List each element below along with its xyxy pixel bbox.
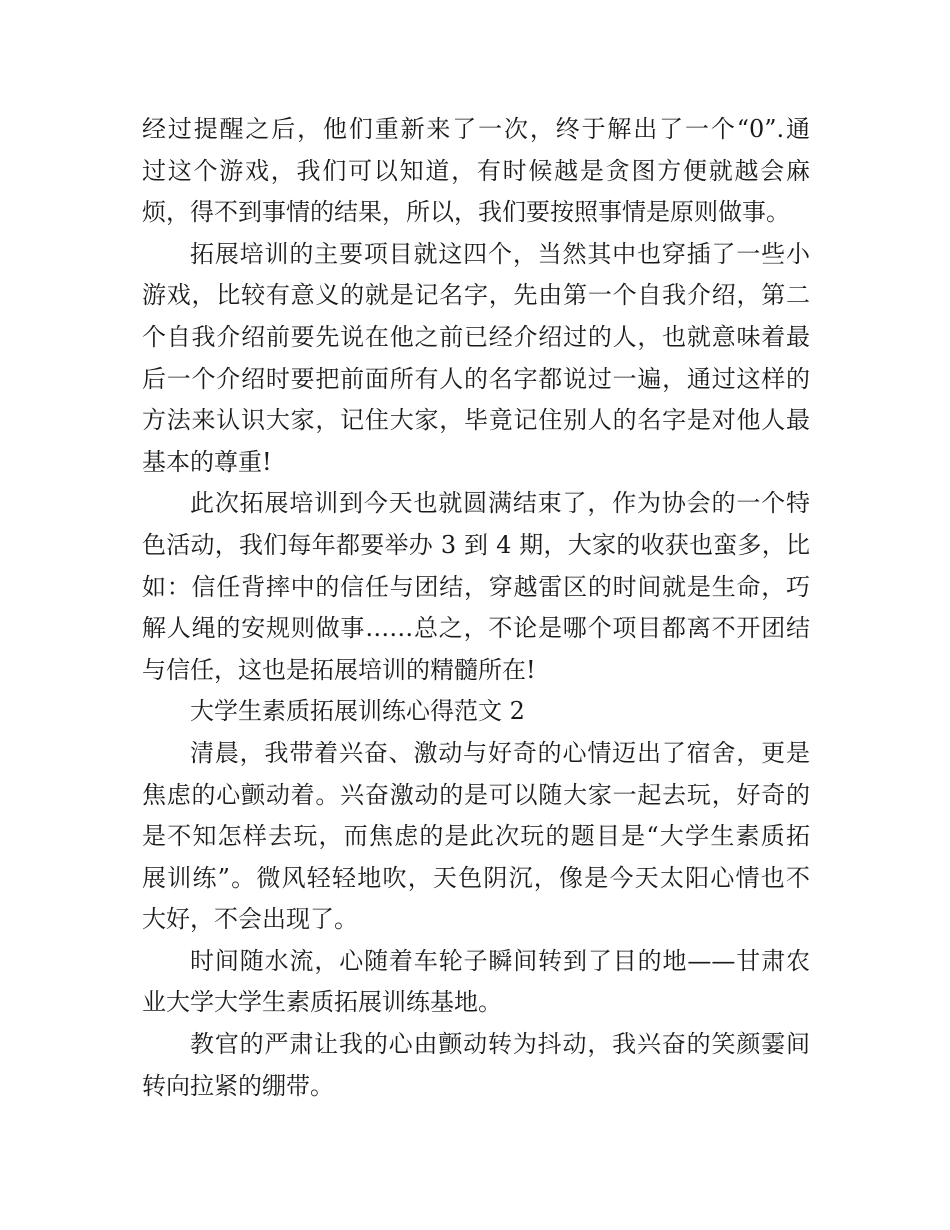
text-line: 大好，不会出现了。 bbox=[142, 905, 358, 934]
text-line: 与信任，这也是拓展培训的精髓所在! bbox=[142, 655, 536, 684]
text-line: 转向拉紧的绷带。 bbox=[142, 1071, 334, 1100]
document-body bbox=[142, 109, 810, 1107]
text-line: 清晨，我带着兴奋、激动与好奇的心情迈出了宿舍，更是 bbox=[190, 738, 810, 767]
text-line: 此次拓展培训到今天也就圆满结束了，作为协会的一个特 bbox=[190, 489, 810, 518]
text-line: 如：信任背摔中的信任与团结，穿越雷区的时间就是生命，巧 bbox=[142, 572, 810, 601]
text-line: 游戏，比较有意义的就是记名字，先由第一个自我介绍，第二 bbox=[142, 281, 810, 310]
text-line: 过这个游戏，我们可以知道，有时候越是贪图方便就越会麻 bbox=[142, 156, 810, 185]
text-line: 基本的尊重! bbox=[142, 447, 272, 476]
text-line: 色活动，我们每年都要举办 3 到 4 期，大家的收获也蛮多，比 bbox=[142, 530, 810, 559]
text-line: 个自我介绍前要先说在他之前已经介绍过的人，也就意味着最 bbox=[142, 322, 810, 351]
text-line: 大学生素质拓展训练心得范文 2 bbox=[190, 697, 525, 726]
text-line: 是不知怎样去玩，而焦虑的是此次玩的题目是“大学生素质拓 bbox=[142, 822, 810, 851]
text-line: 焦虑的心颤动着。兴奋激动的是可以随大家一起去玩，好奇的 bbox=[142, 780, 810, 809]
text-line: 经过提醒之后，他们重新来了一次，终于解出了一个“0”.通 bbox=[142, 115, 810, 143]
text-line: 时间随水流，心随着车轮子瞬间转到了目的地——甘肃农 bbox=[190, 946, 810, 975]
text-line: 烦，得不到事情的结果，所以，我们要按照事情是原则做事。 bbox=[142, 198, 790, 227]
text-line: 后一个介绍时要把前面所有人的名字都说过一遍，通过这样的 bbox=[142, 364, 810, 393]
text-line: 拓展培训的主要项目就这四个，当然其中也穿插了一些小 bbox=[190, 239, 810, 268]
text-line: 业大学大学生素质拓展训练基地。 bbox=[142, 988, 502, 1017]
text-line: 解人绳的安规则做事……总之，不论是哪个项目都离不开团结 bbox=[142, 614, 810, 643]
text-line: 教官的严肃让我的心由颤动转为抖动，我兴奋的笑颜霎间 bbox=[190, 1030, 810, 1059]
text-line: 展训练”。微风轻轻地吹，天色阴沉，像是今天太阳心情也不 bbox=[142, 863, 810, 892]
text-line: 方法来认识大家，记住大家，毕竟记住别人的名字是对他人最 bbox=[142, 406, 810, 435]
